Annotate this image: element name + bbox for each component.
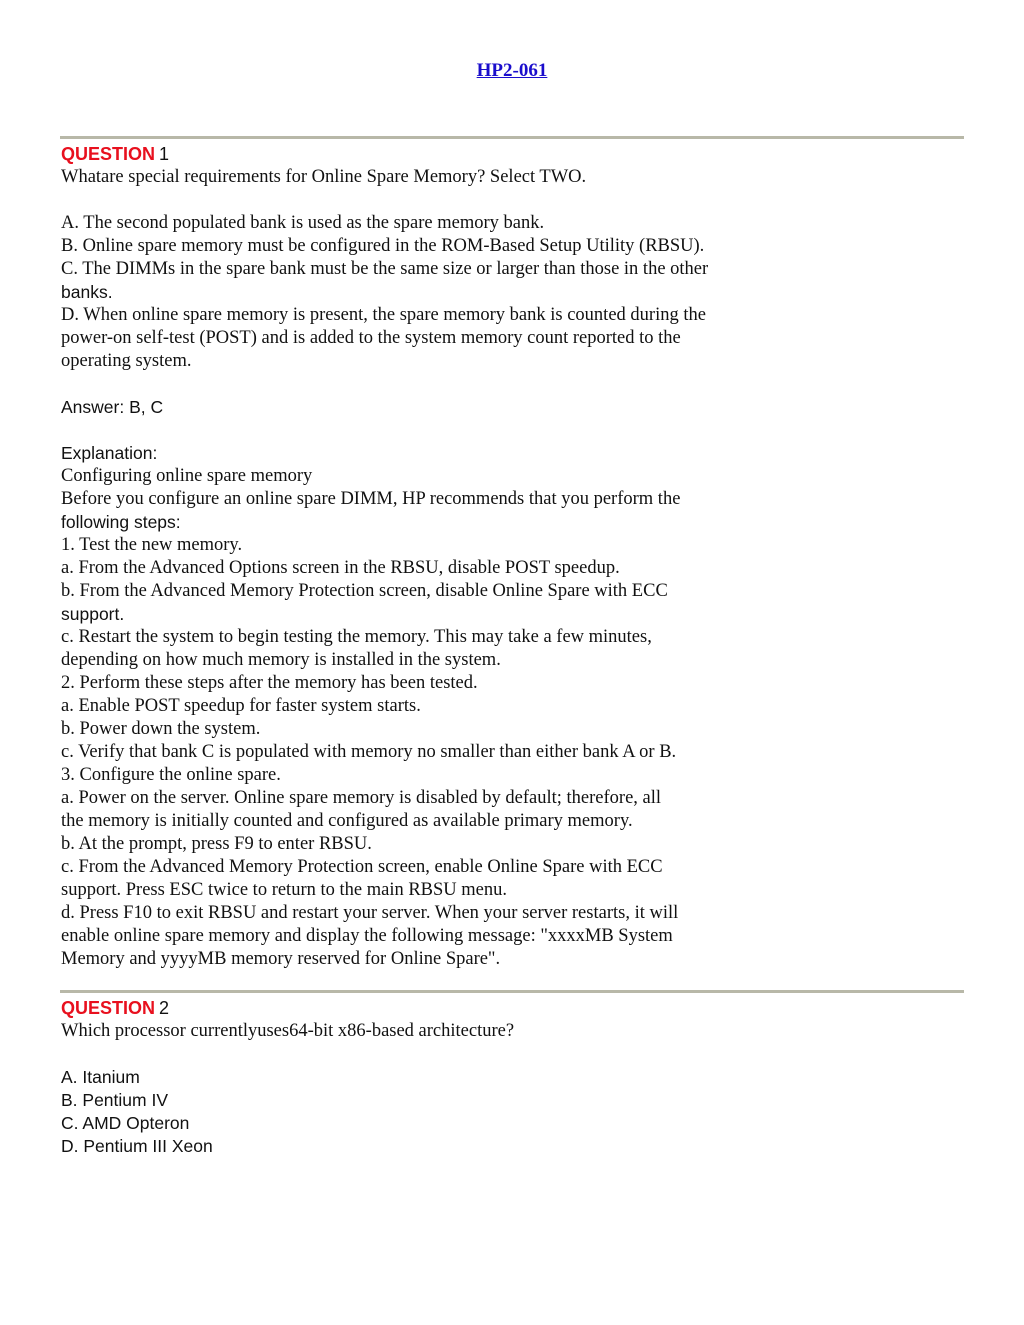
answer: Answer: B, C [61, 397, 164, 417]
explanation-line: the memory is initially counted and configured as available primary memory. [61, 811, 633, 831]
question-heading [61, 143, 961, 166]
explanation-line: Memory and yyyyMB memory reserved for Online Spare". [61, 949, 501, 969]
explanation-line: following steps: [61, 512, 181, 532]
explanation-line: 1. Test the new memory. [61, 535, 243, 555]
question-label: QUESTION [61, 144, 156, 164]
explanation-line: c. From the Advanced Memory Protection screen, enable Online Spare with ECC [61, 857, 663, 877]
question-number: 1 [159, 144, 170, 164]
explanation-line: a. Power on the server. Online spare memory is disabled by default; therefore, all [61, 788, 662, 808]
option-c: C. AMD Opteron [61, 1113, 190, 1133]
option-d-continued: power-on self-test (POST) and is added to the system memory count reported to the [61, 328, 681, 348]
explanation-line: support. Press ESC twice to return to the main RBSU menu. [61, 880, 508, 900]
option-c-continued: banks. [61, 282, 113, 302]
explanation-line: 3. Configure the online spare. [61, 765, 281, 785]
explanation-line: depending on how much memory is installed in the system. [61, 650, 501, 670]
explanation-line: Before you configure an online spare DIMM, HP recommends that you perform the [61, 489, 681, 509]
explanation-line: d. Press F10 to exit RBSU and restart your server. When your server restarts, it will [61, 903, 679, 923]
divider [60, 136, 964, 139]
question-prompt: Which processor currentlyuses64-bit x86-based architecture? [61, 1021, 515, 1041]
exam-title-link[interactable]: HP2-061 [476, 60, 548, 81]
option-b: B. Online spare memory must be configured in the ROM-Based Setup Utility (RBSU). [61, 236, 705, 256]
option-d: D. Pentium III Xeon [61, 1136, 213, 1156]
option-a: A. Itanium [61, 1067, 140, 1087]
option-d-continued: operating system. [61, 351, 192, 371]
question-prompt: Whatare special requirements for Online Spare Memory? Select TWO. [61, 167, 587, 187]
option-a: A. The second populated bank is used as the spare memory bank. [61, 213, 545, 233]
option-c: C. The DIMMs in the spare bank must be the same size or larger than those in the other [61, 259, 709, 279]
explanation-line: c. Restart the system to begin testing the memory. This may take a few minutes, [61, 627, 652, 647]
question-1 [61, 143, 961, 971]
explanation-line: a. Enable POST speedup for faster system starts. [61, 696, 421, 716]
divider [60, 990, 964, 993]
explanation-line: enable online spare memory and display the following message: "xxxxMB System [61, 926, 673, 946]
question-heading [61, 997, 961, 1020]
question-2 [61, 997, 961, 1158]
option-b: B. Pentium IV [61, 1090, 168, 1110]
question-label: QUESTION [61, 998, 156, 1018]
explanation-line: Configuring online spare memory [61, 466, 313, 486]
explanation-line: support. [61, 604, 125, 624]
explanation-line: 2. Perform these steps after the memory has been tested. [61, 673, 478, 693]
explanation-line: a. From the Advanced Options screen in the RBSU, disable POST speedup. [61, 558, 620, 578]
option-d: D. When online spare memory is present, the spare memory bank is counted during the [61, 305, 706, 325]
explanation-label: Explanation: [61, 443, 158, 463]
page-header [0, 60, 1024, 82]
explanation-line: b. Power down the system. [61, 719, 261, 739]
explanation-line: c. Verify that bank C is populated with memory no smaller than either bank A or B. [61, 742, 677, 762]
explanation-line: b. At the prompt, press F9 to enter RBSU. [61, 834, 372, 854]
explanation-line: b. From the Advanced Memory Protection screen, disable Online Spare with ECC [61, 581, 668, 601]
question-number: 2 [159, 998, 170, 1018]
